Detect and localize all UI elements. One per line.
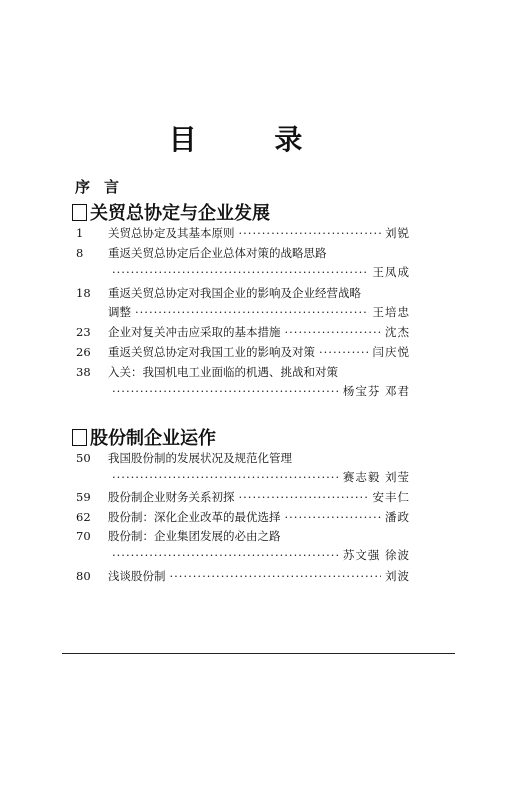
entry-author: 王培忠: [372, 305, 410, 319]
toc-entry[interactable]: [76, 528, 410, 566]
toc-entry[interactable]: [76, 509, 410, 528]
entry-author: 赛志毅 刘莹: [342, 470, 410, 484]
leader-dots: [112, 384, 339, 398]
entry-title: 股份制：深化企业改革的最优选择: [108, 510, 281, 524]
preface-heading[interactable]: 序言: [75, 178, 134, 196]
entry-author: 刘锐: [385, 226, 410, 240]
entry-author: 杨宝芬 邓君: [342, 384, 410, 398]
toc-entry[interactable]: [76, 568, 410, 587]
toc-entry[interactable]: [76, 225, 410, 244]
toc-entry[interactable]: [76, 364, 410, 402]
leader-dots: [239, 226, 382, 240]
leader-dots: [170, 569, 382, 583]
page-title: 目 录: [168, 123, 337, 156]
entry-title: 重返关贸总协定后企业总体对策的战略思路: [108, 246, 327, 260]
section-heading-gatt[interactable]: [72, 199, 270, 225]
entry-title: 浅谈股份制: [108, 569, 166, 583]
page-number: 50: [76, 451, 91, 465]
toc-entry[interactable]: [76, 285, 410, 323]
toc-entry[interactable]: [76, 489, 410, 508]
page-number: 62: [76, 510, 91, 524]
section-box-icon: [72, 429, 87, 446]
leader-dots: [112, 548, 339, 562]
entry-title: 我国股份制的发展状况及规范化管理: [108, 451, 292, 465]
entry-title: 重返关贸总协定对我国工业的影响及对策: [108, 345, 315, 359]
page-number: 18: [76, 286, 91, 300]
page-number: 8: [76, 246, 84, 260]
leader-dots: [285, 325, 382, 339]
entry-title: 重返关贸总协定对我国企业的影响及企业经营战略: [108, 286, 361, 300]
entry-title: 股份制：企业集团发展的必由之路: [108, 529, 281, 543]
entry-author: 沈杰: [385, 325, 410, 339]
leader-dots: [239, 490, 369, 504]
page-number: 70: [76, 529, 91, 543]
leader-dots: [112, 470, 339, 484]
entry-title: 企业对复关冲击应采取的基本措施: [108, 325, 281, 339]
section-box-icon: [72, 204, 87, 221]
toc-entry[interactable]: [76, 344, 410, 363]
leader-dots: [285, 510, 382, 524]
page-number: 1: [76, 226, 84, 240]
section-title: 关贸总协定与企业发展: [90, 203, 270, 224]
leader-dots: [135, 305, 369, 319]
section-heading-joint-stock[interactable]: [72, 424, 216, 450]
entry-title: 关贸总协定及其基本原则: [108, 226, 235, 240]
entry-title-continued: 调整: [108, 305, 131, 319]
entry-author: 潘政: [385, 510, 410, 524]
leader-dots: [319, 345, 369, 359]
leader-dots: [112, 265, 369, 279]
entry-author: 刘波: [385, 569, 410, 583]
page-number: 38: [76, 365, 91, 379]
page-number: 26: [76, 345, 91, 359]
toc-entry[interactable]: [76, 324, 410, 343]
page-number: 23: [76, 325, 91, 339]
entry-title: 入关：我国机电工业面临的机遇、挑战和对策: [108, 365, 338, 379]
toc-entry[interactable]: [76, 245, 410, 283]
page-number: 59: [76, 490, 91, 504]
toc-entry[interactable]: [76, 450, 410, 488]
entry-author: 闫庆悦: [372, 345, 410, 359]
entry-title: 股份制企业财务关系初探: [108, 490, 235, 504]
entry-author: 苏文强 徐波: [342, 548, 410, 562]
entry-author: 安丰仁: [372, 490, 410, 504]
section-title: 股份制企业运作: [90, 428, 216, 449]
bottom-rule: [62, 653, 455, 654]
entry-author: 王凤成: [372, 265, 410, 279]
page-number: 80: [76, 569, 91, 583]
